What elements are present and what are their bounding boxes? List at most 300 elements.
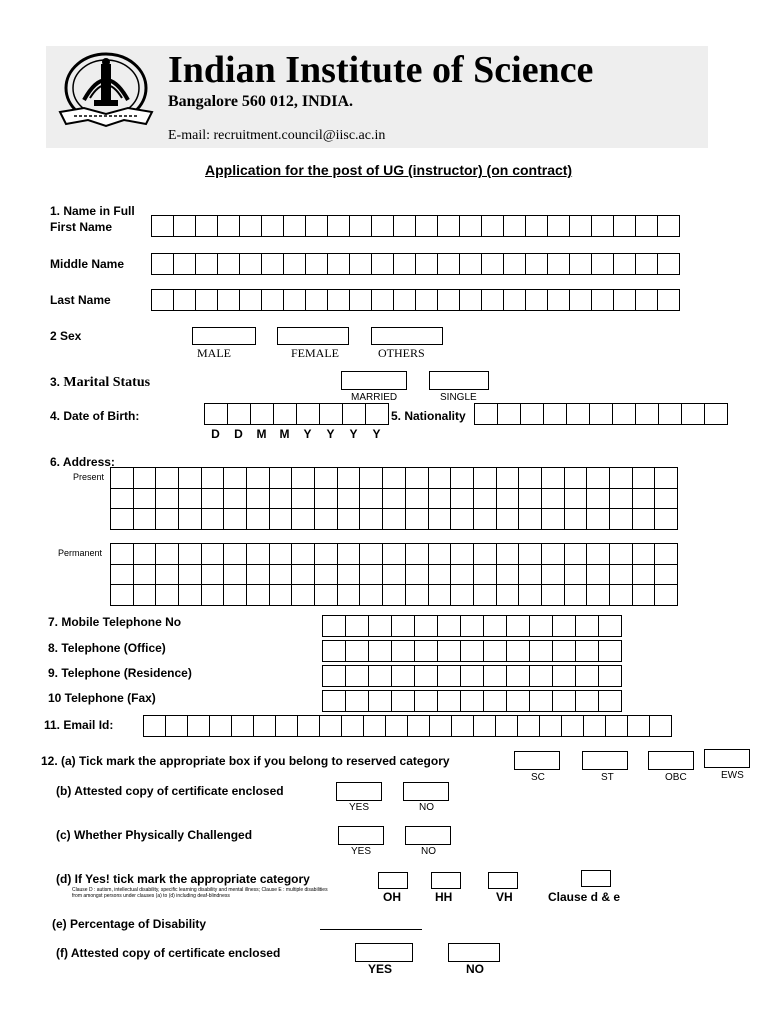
char-cell[interactable]	[415, 690, 438, 712]
char-cell[interactable]	[482, 215, 504, 237]
physically-challenged-no-box[interactable]	[405, 826, 451, 845]
address-cell[interactable]	[655, 544, 678, 565]
char-cell[interactable]	[553, 690, 576, 712]
address-cell[interactable]	[383, 489, 406, 510]
char-cell[interactable]	[553, 640, 576, 662]
address-cell[interactable]	[429, 509, 452, 530]
email-grid[interactable]	[143, 715, 672, 737]
sex-female-box[interactable]	[277, 327, 349, 345]
address-cell[interactable]	[202, 509, 225, 530]
char-cell[interactable]	[682, 403, 705, 425]
address-cell[interactable]	[292, 544, 315, 565]
char-cell[interactable]	[498, 403, 521, 425]
char-cell[interactable]	[392, 665, 415, 687]
char-cell[interactable]	[350, 215, 372, 237]
address-cell[interactable]	[179, 489, 202, 510]
char-cell[interactable]	[460, 289, 482, 311]
char-cell[interactable]	[328, 289, 350, 311]
reserved-obc-box[interactable]	[648, 751, 694, 770]
address-cell[interactable]	[519, 489, 542, 510]
char-cell[interactable]	[276, 715, 298, 737]
address-cell[interactable]	[542, 565, 565, 586]
address-cell[interactable]	[565, 468, 588, 489]
address-cell[interactable]	[338, 544, 361, 565]
char-cell[interactable]	[705, 403, 728, 425]
address-cell[interactable]	[315, 585, 338, 606]
char-cell[interactable]	[174, 289, 196, 311]
char-cell[interactable]	[599, 640, 622, 662]
address-cell[interactable]	[134, 544, 157, 565]
char-cell[interactable]	[369, 665, 392, 687]
char-cell[interactable]	[188, 715, 210, 737]
char-cell[interactable]	[507, 690, 530, 712]
char-cell[interactable]	[328, 253, 350, 275]
char-cell[interactable]	[475, 403, 498, 425]
address-cell[interactable]	[383, 544, 406, 565]
char-cell[interactable]	[570, 253, 592, 275]
address-cell[interactable]	[497, 544, 520, 565]
address-cell[interactable]	[565, 544, 588, 565]
char-cell[interactable]	[415, 640, 438, 662]
address-cell[interactable]	[202, 489, 225, 510]
char-cell[interactable]	[584, 715, 606, 737]
char-cell[interactable]	[342, 715, 364, 737]
char-cell[interactable]	[507, 640, 530, 662]
address-cell[interactable]	[406, 468, 429, 489]
address-cell[interactable]	[247, 509, 270, 530]
char-cell[interactable]	[526, 289, 548, 311]
category-vh-box[interactable]	[488, 872, 518, 889]
address-cell[interactable]	[224, 585, 247, 606]
physically-challenged-yes-box[interactable]	[338, 826, 384, 845]
char-cell[interactable]	[599, 690, 622, 712]
char-cell[interactable]	[570, 289, 592, 311]
address-cell[interactable]	[451, 468, 474, 489]
char-cell[interactable]	[152, 289, 174, 311]
char-cell[interactable]	[628, 715, 650, 737]
char-cell[interactable]	[461, 690, 484, 712]
reserved-sc-box[interactable]	[514, 751, 560, 770]
address-cell[interactable]	[270, 489, 293, 510]
address-cell[interactable]	[134, 565, 157, 586]
address-cell[interactable]	[338, 585, 361, 606]
address-cell[interactable]	[156, 468, 179, 489]
address-cell[interactable]	[655, 585, 678, 606]
char-cell[interactable]	[196, 289, 218, 311]
char-cell[interactable]	[392, 615, 415, 637]
char-cell[interactable]	[328, 215, 350, 237]
char-cell[interactable]	[196, 215, 218, 237]
middle-name-grid[interactable]	[151, 253, 680, 275]
address-cell[interactable]	[315, 489, 338, 510]
char-cell[interactable]	[526, 253, 548, 275]
char-cell[interactable]	[567, 403, 590, 425]
marital-single-box[interactable]	[429, 371, 489, 390]
char-cell[interactable]	[460, 215, 482, 237]
address-cell[interactable]	[406, 489, 429, 510]
address-cell[interactable]	[474, 489, 497, 510]
char-cell[interactable]	[438, 253, 460, 275]
char-cell[interactable]	[484, 665, 507, 687]
last-name-grid[interactable]	[151, 289, 680, 311]
address-cell[interactable]	[360, 509, 383, 530]
char-cell[interactable]	[174, 253, 196, 275]
char-cell[interactable]	[144, 715, 166, 737]
char-cell[interactable]	[346, 615, 369, 637]
char-cell[interactable]	[254, 715, 276, 737]
char-cell[interactable]	[438, 665, 461, 687]
phone-office-grid[interactable]	[322, 640, 622, 662]
address-cell[interactable]	[111, 468, 134, 489]
char-cell[interactable]	[521, 403, 544, 425]
char-cell[interactable]	[346, 640, 369, 662]
mobile-grid[interactable]	[322, 615, 622, 637]
address-cell[interactable]	[565, 585, 588, 606]
char-cell[interactable]	[507, 665, 530, 687]
char-cell[interactable]	[484, 640, 507, 662]
char-cell[interactable]	[461, 615, 484, 637]
char-cell[interactable]	[544, 403, 567, 425]
char-cell[interactable]	[298, 715, 320, 737]
char-cell[interactable]	[369, 615, 392, 637]
address-cell[interactable]	[451, 585, 474, 606]
address-cell[interactable]	[111, 565, 134, 586]
first-name-grid[interactable]	[151, 215, 680, 237]
address-cell[interactable]	[383, 509, 406, 530]
address-cell[interactable]	[429, 468, 452, 489]
address-cell[interactable]	[587, 509, 610, 530]
char-cell[interactable]	[284, 253, 306, 275]
char-cell[interactable]	[438, 690, 461, 712]
char-cell[interactable]	[548, 253, 570, 275]
address-cell[interactable]	[519, 509, 542, 530]
char-cell[interactable]	[576, 665, 599, 687]
address-cell[interactable]	[270, 544, 293, 565]
address-cell[interactable]	[474, 544, 497, 565]
address-cell[interactable]	[565, 509, 588, 530]
char-cell[interactable]	[548, 215, 570, 237]
char-cell[interactable]	[394, 215, 416, 237]
address-cell[interactable]	[224, 509, 247, 530]
char-cell[interactable]	[606, 715, 628, 737]
char-cell[interactable]	[659, 403, 682, 425]
address-cell[interactable]	[270, 468, 293, 489]
category-clause-box[interactable]	[581, 870, 611, 887]
address-cell[interactable]	[633, 565, 656, 586]
address-cell[interactable]	[610, 565, 633, 586]
address-cell[interactable]	[429, 544, 452, 565]
char-cell[interactable]	[518, 715, 540, 737]
address-cell[interactable]	[610, 585, 633, 606]
char-cell[interactable]	[262, 289, 284, 311]
address-cell[interactable]	[542, 489, 565, 510]
char-cell[interactable]	[636, 215, 658, 237]
address-cell[interactable]	[156, 565, 179, 586]
char-cell[interactable]	[228, 403, 251, 425]
address-cell[interactable]	[134, 585, 157, 606]
char-cell[interactable]	[548, 289, 570, 311]
char-cell[interactable]	[438, 640, 461, 662]
char-cell[interactable]	[530, 665, 553, 687]
char-cell[interactable]	[274, 403, 297, 425]
char-cell[interactable]	[196, 253, 218, 275]
address-cell[interactable]	[315, 565, 338, 586]
char-cell[interactable]	[152, 253, 174, 275]
address-cell[interactable]	[202, 565, 225, 586]
char-cell[interactable]	[369, 690, 392, 712]
char-cell[interactable]	[658, 253, 680, 275]
address-cell[interactable]	[134, 509, 157, 530]
address-cell[interactable]	[247, 565, 270, 586]
char-cell[interactable]	[392, 690, 415, 712]
char-cell[interactable]	[504, 289, 526, 311]
address-cell[interactable]	[406, 585, 429, 606]
char-cell[interactable]	[323, 665, 346, 687]
address-cell[interactable]	[610, 544, 633, 565]
address-cell[interactable]	[655, 509, 678, 530]
char-cell[interactable]	[592, 253, 614, 275]
char-cell[interactable]	[174, 215, 196, 237]
address-cell[interactable]	[587, 468, 610, 489]
address-cell[interactable]	[156, 509, 179, 530]
address-cell[interactable]	[111, 585, 134, 606]
char-cell[interactable]	[636, 403, 659, 425]
address-cell[interactable]	[224, 489, 247, 510]
address-cell[interactable]	[633, 544, 656, 565]
address-cell[interactable]	[383, 468, 406, 489]
address-cell[interactable]	[497, 489, 520, 510]
address-cell[interactable]	[292, 509, 315, 530]
address-cell[interactable]	[542, 585, 565, 606]
address-cell[interactable]	[179, 565, 202, 586]
address-cell[interactable]	[587, 565, 610, 586]
address-cell[interactable]	[429, 489, 452, 510]
char-cell[interactable]	[392, 640, 415, 662]
address-cell[interactable]	[655, 468, 678, 489]
address-cell[interactable]	[202, 544, 225, 565]
address-cell[interactable]	[633, 489, 656, 510]
char-cell[interactable]	[416, 215, 438, 237]
char-cell[interactable]	[496, 715, 518, 737]
address-cell[interactable]	[406, 544, 429, 565]
address-cell[interactable]	[156, 585, 179, 606]
address-cell[interactable]	[292, 468, 315, 489]
char-cell[interactable]	[323, 690, 346, 712]
address-cell[interactable]	[338, 509, 361, 530]
char-cell[interactable]	[415, 665, 438, 687]
address-cell[interactable]	[179, 585, 202, 606]
char-cell[interactable]	[507, 615, 530, 637]
address-cell[interactable]	[111, 509, 134, 530]
address-cell[interactable]	[519, 544, 542, 565]
char-cell[interactable]	[576, 690, 599, 712]
phone-fax-grid[interactable]	[322, 690, 622, 712]
char-cell[interactable]	[408, 715, 430, 737]
char-cell[interactable]	[562, 715, 584, 737]
address-cell[interactable]	[134, 489, 157, 510]
address-cell[interactable]	[519, 585, 542, 606]
marital-married-box[interactable]	[341, 371, 407, 390]
char-cell[interactable]	[482, 253, 504, 275]
char-cell[interactable]	[484, 615, 507, 637]
char-cell[interactable]	[297, 403, 320, 425]
address-cell[interactable]	[633, 585, 656, 606]
char-cell[interactable]	[599, 665, 622, 687]
char-cell[interactable]	[372, 253, 394, 275]
char-cell[interactable]	[262, 253, 284, 275]
address-cell[interactable]	[360, 544, 383, 565]
char-cell[interactable]	[394, 253, 416, 275]
char-cell[interactable]	[218, 289, 240, 311]
char-cell[interactable]	[614, 253, 636, 275]
char-cell[interactable]	[590, 403, 613, 425]
address-cell[interactable]	[565, 489, 588, 510]
address-cell[interactable]	[360, 489, 383, 510]
address-cell[interactable]	[497, 585, 520, 606]
char-cell[interactable]	[320, 403, 343, 425]
address-cell[interactable]	[429, 565, 452, 586]
char-cell[interactable]	[416, 289, 438, 311]
sex-others-box[interactable]	[371, 327, 443, 345]
reserved-ews-box[interactable]	[704, 749, 750, 768]
address-cell[interactable]	[224, 565, 247, 586]
address-cell[interactable]	[451, 489, 474, 510]
address-cell[interactable]	[270, 565, 293, 586]
char-cell[interactable]	[323, 615, 346, 637]
address-cell[interactable]	[156, 489, 179, 510]
address-cell[interactable]	[474, 509, 497, 530]
address-cell[interactable]	[338, 489, 361, 510]
address-cell[interactable]	[565, 565, 588, 586]
address-cell[interactable]	[497, 509, 520, 530]
address-cell[interactable]	[542, 509, 565, 530]
certificate-b-yes-box[interactable]	[336, 782, 382, 801]
char-cell[interactable]	[240, 289, 262, 311]
address-cell[interactable]	[179, 509, 202, 530]
char-cell[interactable]	[636, 289, 658, 311]
address-cell[interactable]	[497, 565, 520, 586]
address-cell[interactable]	[338, 468, 361, 489]
phone-residence-grid[interactable]	[322, 665, 622, 687]
address-cell[interactable]	[315, 544, 338, 565]
address-cell[interactable]	[474, 468, 497, 489]
address-cell[interactable]	[360, 565, 383, 586]
address-cell[interactable]	[542, 544, 565, 565]
char-cell[interactable]	[372, 289, 394, 311]
char-cell[interactable]	[460, 253, 482, 275]
address-cell[interactable]	[292, 585, 315, 606]
char-cell[interactable]	[218, 215, 240, 237]
address-cell[interactable]	[247, 489, 270, 510]
address-cell[interactable]	[655, 489, 678, 510]
char-cell[interactable]	[658, 215, 680, 237]
address-cell[interactable]	[633, 468, 656, 489]
address-cell[interactable]	[519, 468, 542, 489]
char-cell[interactable]	[372, 215, 394, 237]
nationality-grid[interactable]	[474, 403, 728, 425]
char-cell[interactable]	[504, 215, 526, 237]
char-cell[interactable]	[346, 690, 369, 712]
address-cell[interactable]	[202, 585, 225, 606]
certificate-f-no-box[interactable]	[448, 943, 500, 962]
char-cell[interactable]	[306, 289, 328, 311]
char-cell[interactable]	[152, 215, 174, 237]
char-cell[interactable]	[530, 690, 553, 712]
char-cell[interactable]	[343, 403, 366, 425]
address-cell[interactable]	[451, 509, 474, 530]
address-cell[interactable]	[655, 565, 678, 586]
address-cell[interactable]	[587, 544, 610, 565]
address-cell[interactable]	[474, 585, 497, 606]
address-cell[interactable]	[360, 585, 383, 606]
char-cell[interactable]	[592, 215, 614, 237]
char-cell[interactable]	[438, 289, 460, 311]
char-cell[interactable]	[251, 403, 274, 425]
char-cell[interactable]	[614, 215, 636, 237]
address-cell[interactable]	[315, 509, 338, 530]
char-cell[interactable]	[553, 665, 576, 687]
address-cell[interactable]	[247, 468, 270, 489]
char-cell[interactable]	[438, 215, 460, 237]
address-cell[interactable]	[179, 544, 202, 565]
char-cell[interactable]	[323, 640, 346, 662]
char-cell[interactable]	[592, 289, 614, 311]
address-cell[interactable]	[292, 565, 315, 586]
char-cell[interactable]	[218, 253, 240, 275]
char-cell[interactable]	[416, 253, 438, 275]
address-cell[interactable]	[179, 468, 202, 489]
certificate-f-yes-box[interactable]	[355, 943, 413, 962]
char-cell[interactable]	[614, 289, 636, 311]
char-cell[interactable]	[484, 690, 507, 712]
certificate-b-no-box[interactable]	[403, 782, 449, 801]
address-cell[interactable]	[610, 489, 633, 510]
char-cell[interactable]	[166, 715, 188, 737]
char-cell[interactable]	[474, 715, 496, 737]
address-cell[interactable]	[338, 565, 361, 586]
char-cell[interactable]	[386, 715, 408, 737]
address-permanent-grid[interactable]	[110, 543, 678, 606]
address-cell[interactable]	[542, 468, 565, 489]
char-cell[interactable]	[461, 640, 484, 662]
address-cell[interactable]	[610, 509, 633, 530]
address-cell[interactable]	[270, 585, 293, 606]
category-hh-box[interactable]	[431, 872, 461, 889]
char-cell[interactable]	[210, 715, 232, 737]
address-cell[interactable]	[633, 509, 656, 530]
address-cell[interactable]	[270, 509, 293, 530]
address-cell[interactable]	[111, 544, 134, 565]
address-cell[interactable]	[451, 565, 474, 586]
address-cell[interactable]	[224, 544, 247, 565]
address-cell[interactable]	[134, 468, 157, 489]
char-cell[interactable]	[394, 289, 416, 311]
address-cell[interactable]	[406, 565, 429, 586]
address-cell[interactable]	[497, 468, 520, 489]
address-cell[interactable]	[156, 544, 179, 565]
char-cell[interactable]	[415, 615, 438, 637]
char-cell[interactable]	[364, 715, 386, 737]
address-cell[interactable]	[519, 565, 542, 586]
char-cell[interactable]	[240, 215, 262, 237]
char-cell[interactable]	[452, 715, 474, 737]
char-cell[interactable]	[553, 615, 576, 637]
char-cell[interactable]	[613, 403, 636, 425]
address-cell[interactable]	[610, 468, 633, 489]
char-cell[interactable]	[599, 615, 622, 637]
address-cell[interactable]	[224, 468, 247, 489]
address-cell[interactable]	[247, 544, 270, 565]
